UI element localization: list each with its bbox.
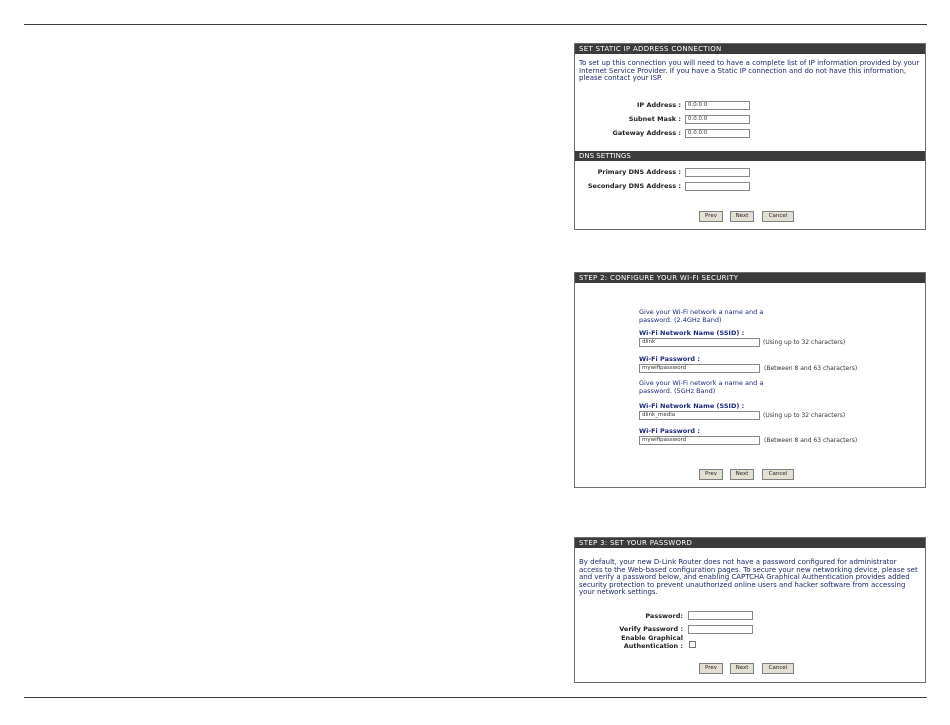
primary-dns-label: Primary DNS Address : [597,168,681,176]
gateway-address-label: Gateway Address : [612,129,681,137]
gateway-address-input[interactable]: 0.0.0.0 [685,129,750,138]
password5-hint: (Between 8 and 63 characters) [764,437,858,444]
prev-button[interactable]: Prev [699,211,723,222]
next-button[interactable]: Next [730,663,754,674]
password-label: Password: [645,612,683,620]
wifi-security-panel [574,272,926,488]
secondary-dns-input[interactable] [685,182,750,191]
next-button[interactable]: Next [730,211,754,222]
password24-hint: (Between 8 and 63 characters) [764,365,858,372]
wifi-security-header: STEP 2: CONFIGURE YOUR WI-FI SECURITY [575,273,925,283]
set-password-header: STEP 3: SET YOUR PASSWORD [575,538,925,548]
band24-intro: Give your Wi-Fi network a name and a password. (2.4GHz Band) [639,308,764,324]
static-ip-header: SET STATIC IP ADDRESS CONNECTION [575,44,925,54]
prev-button[interactable]: Prev [699,469,723,480]
graphical-auth-label-1: Enable Graphical [621,634,683,642]
cancel-button[interactable]: Cancel [762,663,794,674]
secondary-dns-label: Secondary DNS Address : [587,182,681,190]
ssid24-input[interactable]: dlink [639,338,760,347]
dns-settings-header: DNS SETTINGS [575,151,925,161]
ssid5-input[interactable]: dlink_media [639,411,760,420]
set-password-description: By default, your new D-Link Router does not have a password configured for administrator access to the Web-based configuration pages. To secure your new networking device, please set and verify a password below, and enabling CAPTCHA Graphical Authentication provides added security protection to prevent unauthorized online users and hacker software from accessing your network settings. [579,558,918,596]
top-rule [24,24,927,25]
static-ip-panel [574,43,926,230]
primary-dns-input[interactable] [685,168,750,177]
ssid24-label: Wi-Fi Network Name (SSID) : [639,329,745,337]
ssid5-hint: (Using up to 32 characters) [763,412,846,419]
bottom-rule [24,697,927,698]
password24-label: Wi-Fi Password : [639,355,700,363]
password-input[interactable] [688,611,753,620]
subnet-mask-label: Subnet Mask : [628,115,681,123]
ssid5-label: Wi-Fi Network Name (SSID) : [639,402,745,410]
graphical-auth-label-2: Authentication : [623,642,683,650]
band5-intro: Give your Wi-Fi network a name and a password. (5GHz Band) [639,379,764,395]
ssid24-hint: (Using up to 32 characters) [763,339,846,346]
ip-address-label: IP Address : [637,101,681,109]
set-password-panel [574,537,926,683]
subnet-mask-input[interactable]: 0.0.0.0 [685,115,750,124]
ip-address-input[interactable]: 0.0.0.0 [685,101,750,110]
next-button[interactable]: Next [730,469,754,480]
password5-label: Wi-Fi Password : [639,427,700,435]
password24-input[interactable]: mywifipassword [639,364,760,373]
prev-button[interactable]: Prev [699,663,723,674]
graphical-auth-checkbox[interactable] [689,641,696,648]
cancel-button[interactable]: Cancel [762,469,794,480]
cancel-button[interactable]: Cancel [762,211,794,222]
password5-input[interactable]: mywifipassword [639,436,760,445]
verify-password-label: Verify Password : [619,625,683,633]
verify-password-input[interactable] [688,625,753,634]
static-ip-description: To set up this connection you will need to have a complete list of IP information provided by your Internet Service Provider. If you have a Static IP connection and do not have this information, please contact your ISP. [579,59,920,82]
